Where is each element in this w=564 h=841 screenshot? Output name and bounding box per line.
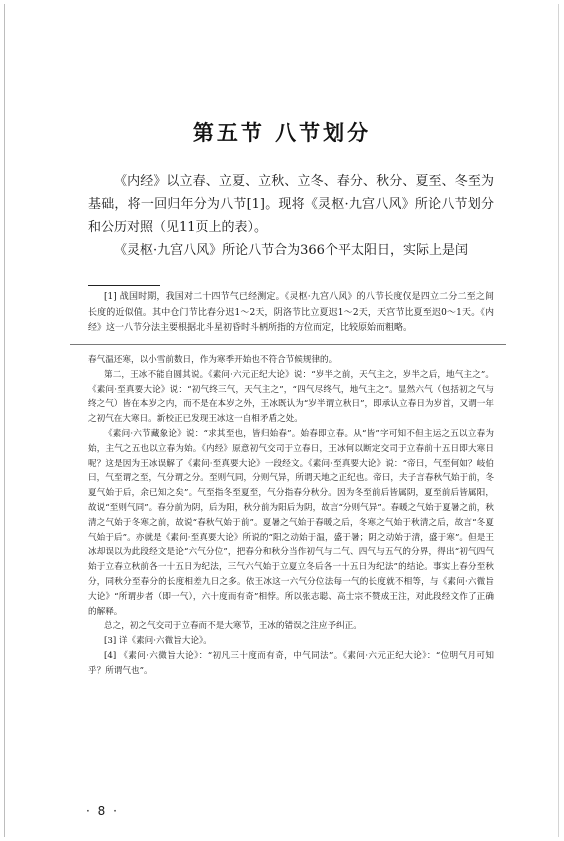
note-paragraph: [4] 《素问·六微旨大论》：“初凡三十度而有奇，中气同法”。《素问·六元正纪大论》：“位明气月可知乎？所谓气也”。 — [88, 650, 494, 676]
footnote — [88, 290, 494, 337]
footnote-rule — [88, 285, 160, 286]
note-paragraph: 第二，王冰不能自圆其说。《素问·六元正纪大论》说：“岁半之前，天气主之，岁半之后，地气主之”。《素问·至真要大论》说：“初气终三气，天气主之”，“四气尽终气，地气主之”。显然六气（包括初之气与终之气）皆在本岁之内，而不是在本岁之外，王冰既认为“岁半谓立秋日”，即承认立春日为岁首，又谓一年之初气在大寒日。新校正已发现王冰这一自相矛盾之处。 — [88, 369, 494, 425]
footnote-text: [1] 战国时期，我国对二十四节气已经测定。《灵枢·九宫八风》的八节长度仅是四立二分二至之间长度的近似值。其中仓门节比春分迟1～2天，阴洛节比立夏迟1～2天，天宫节比夏至迟0～1天。《内经》这一八节分法主要根据北斗星初昏时斗柄所指的方位而定，比较原始而粗略。 — [88, 292, 494, 333]
main-text — [88, 170, 494, 262]
note-paragraph: 春气温还寒，以小雪前数日，作为寒季开始也不符合节候规律的。 — [88, 355, 338, 365]
section-title: 第五节 八节划分 — [192, 121, 372, 145]
continued-notes — [88, 353, 494, 679]
note-paragraph: 《素问·六节藏象论》说：“求其至也，皆归始春”。始春即立春。从“皆”字可知不但主运之五以立春为始，主气之五也以立春为始。《内经》原意初气交司于立春日，王冰何以断定交司于立春前十五日即大寒日呢？这是因为王冰误解了《素问·至真要大论》一段经文。《素问·至真要大论》说：“帝曰，气至何如？岐伯曰，气至谓之至，气分谓之分。至则气同，分则气异，所谓天地之正纪也。帝曰，夫子言春秋气始于前，冬夏气始于后，余已知之矣”。气至指冬至夏至，气分指春分秋分。因为冬至前后皆属阴，夏至前后皆属阳，故说“至则气同”。春分前为阴，后为阳，秋分前为阳后为阴，故言“分则气异”。春暖之气始于夏暑之前，秋清之气始于冬寒之前，故说“春秋气始于前”。夏暑之气始于春暖之后，冬寒之气始于秋清之后，故言“冬夏气始于后”。亦就是《素问·至真要大论》所说的“阳之动始于温，盛于暑；阴之动始于清，盛于寒”。但是王冰却误以为此段经文是论“六气分位”，把春分和秋分当作初气与二气、四气与五气的分界，得出“初气四气始于立春立秋前各一十五日为纪法，三气六气始于立夏立冬后各一十五日为纪法”的结论。事实上春分至秋分，同秋分至春分的长度相差九日之多。依王冰这一六气分位法每一气的长度就不相等，与《素问·六微旨大论》“所谓步者（即一气），六十度而有奇”相悖。所以张志聪、高士宗不赞成王注，对此段经文作了正确的解释。 — [88, 428, 494, 617]
paragraph: 《内经》以立春、立夏、立秋、立冬、春分、秋分、夏至、冬至为基础，将一回归年分为八节[1]。现将《灵枢·九宫八风》所论八节划分和公历对照（见11页上的表）。 — [88, 174, 494, 235]
paragraph: 《灵枢·九宫八风》所论八节合为366个平太阳日，实际上是闰 — [114, 243, 468, 258]
note-paragraph: [3] 详《素问·六微旨大论》。 — [104, 636, 212, 647]
separator-line — [70, 344, 506, 345]
page-number: · 8 · — [86, 804, 119, 818]
note-paragraph: 总之，初之气交司于立春而不是大寒节，王冰的错误之注应予纠正。 — [104, 621, 362, 632]
